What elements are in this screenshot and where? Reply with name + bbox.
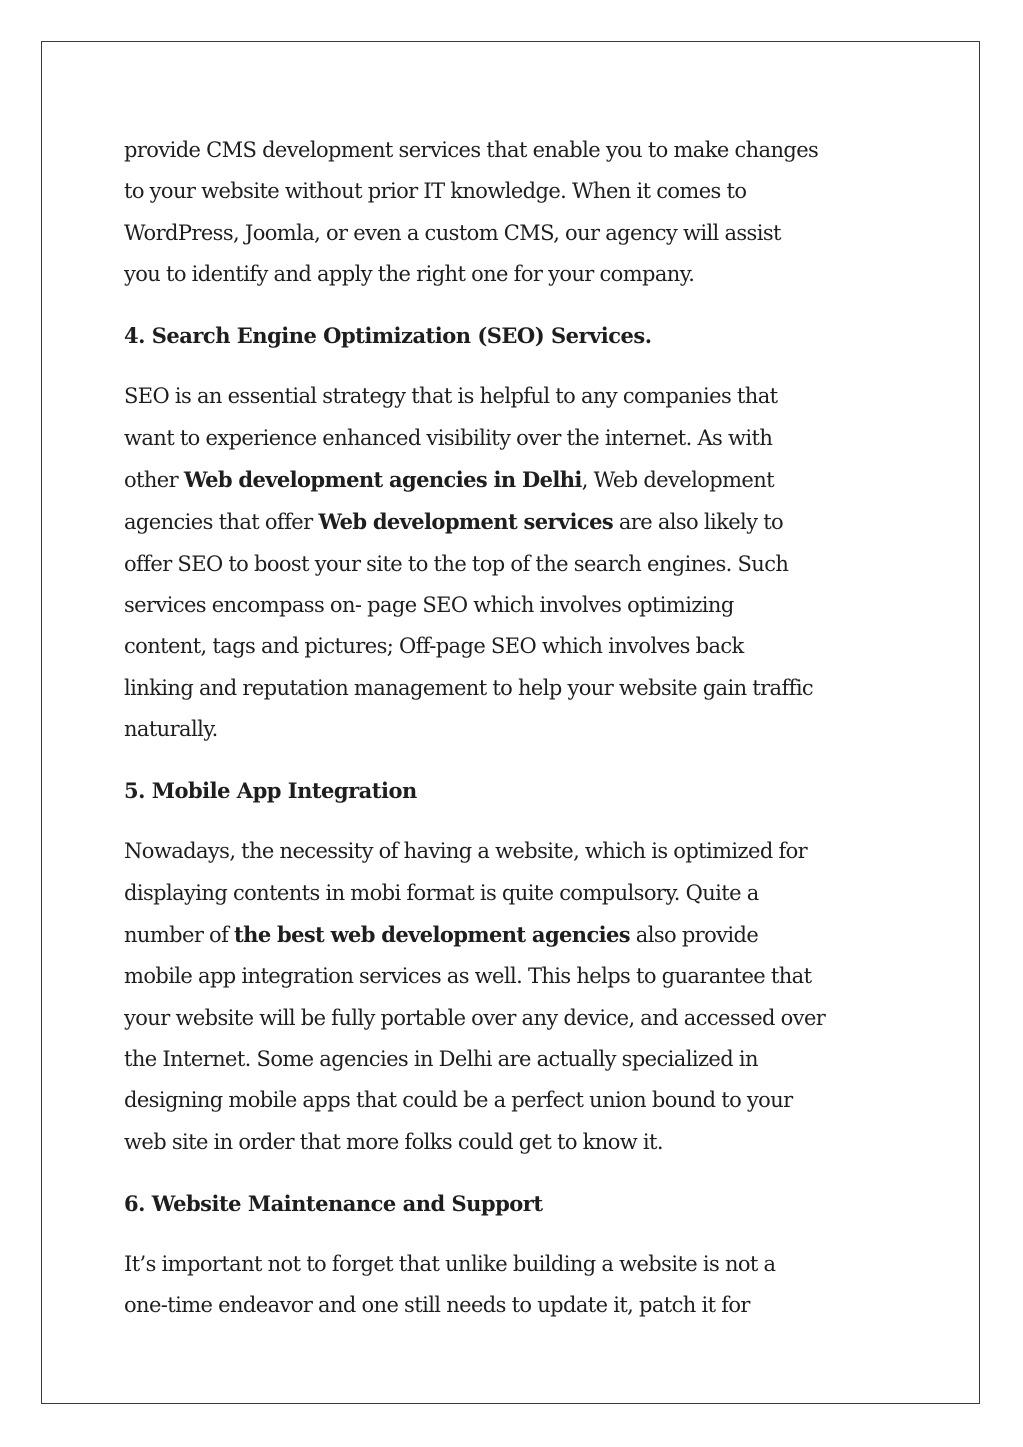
text-line: your website will be fully portable over any device, and accessed over xyxy=(124,1005,826,1030)
paragraph-seo xyxy=(124,376,914,750)
text-line: web site in order that more folks could get to know it. xyxy=(124,1129,663,1154)
text-line: SEO is an essential strategy that is helpful to any companies that xyxy=(124,384,778,409)
paragraph-maintenance xyxy=(124,1244,914,1327)
document-body xyxy=(124,130,914,1347)
paragraph-mobile-app xyxy=(124,831,914,1162)
text-line: services encompass on- page SEO which involves optimizing xyxy=(124,592,734,617)
text-line xyxy=(124,914,914,956)
text-line: offer SEO to boost your site to the top of the search engines. Such xyxy=(124,551,789,576)
text-span: other xyxy=(124,468,184,493)
text-line: one-time endeavor and one still needs to update it, patch it for xyxy=(124,1293,750,1318)
bold-link-web-dev-agencies-delhi[interactable]: Web development agencies in Delhi xyxy=(183,467,582,493)
bold-link-best-web-dev-agencies[interactable]: the best web development agencies xyxy=(234,922,631,948)
text-line: to your website without prior IT knowledge. When it comes to xyxy=(124,179,747,204)
text-line: content, tags and pictures; Off-page SEO which involves back xyxy=(124,634,744,659)
text-span: also provide xyxy=(630,923,759,948)
text-line: you to identify and apply the right one for your company. xyxy=(124,261,695,286)
heading-mobile-app: 5. Mobile App Integration xyxy=(124,778,417,804)
text-line: provide CMS development services that enable you to make changes xyxy=(124,138,819,162)
text-line: designing mobile apps that could be a perfect union bound to your xyxy=(124,1088,793,1113)
text-line: the Internet. Some agencies in Delhi are actually specialized in xyxy=(124,1046,758,1071)
text-line: WordPress, Joomla, or even a custom CMS, our agency will assist xyxy=(124,220,781,245)
text-line: naturally. xyxy=(124,716,218,741)
heading-seo: 4. Search Engine Optimization (SEO) Services. xyxy=(124,323,652,349)
text-line: It’s important not to forget that unlike building a website is not a xyxy=(124,1252,776,1277)
paragraph-cms xyxy=(124,130,914,295)
text-line: want to experience enhanced visibility over the internet. As with xyxy=(124,425,773,450)
text-line: linking and reputation management to help your website gain traffic xyxy=(124,675,814,700)
text-span: are also likely to xyxy=(613,510,784,535)
text-line xyxy=(124,459,914,501)
text-line: Nowadays, the necessity of having a website, which is optimized for xyxy=(124,839,808,864)
text-span: agencies that offer xyxy=(124,510,319,535)
bold-link-web-dev-services[interactable]: Web development services xyxy=(318,509,614,535)
text-span: , Web development xyxy=(581,468,775,493)
text-span: number of xyxy=(124,923,235,948)
text-line xyxy=(124,501,914,543)
text-line: displaying contents in mobi format is quite compulsory. Quite a xyxy=(124,880,759,905)
heading-maintenance: 6. Website Maintenance and Support xyxy=(124,1190,543,1216)
text-line: mobile app integration services as well. This helps to guarantee that xyxy=(124,964,812,989)
